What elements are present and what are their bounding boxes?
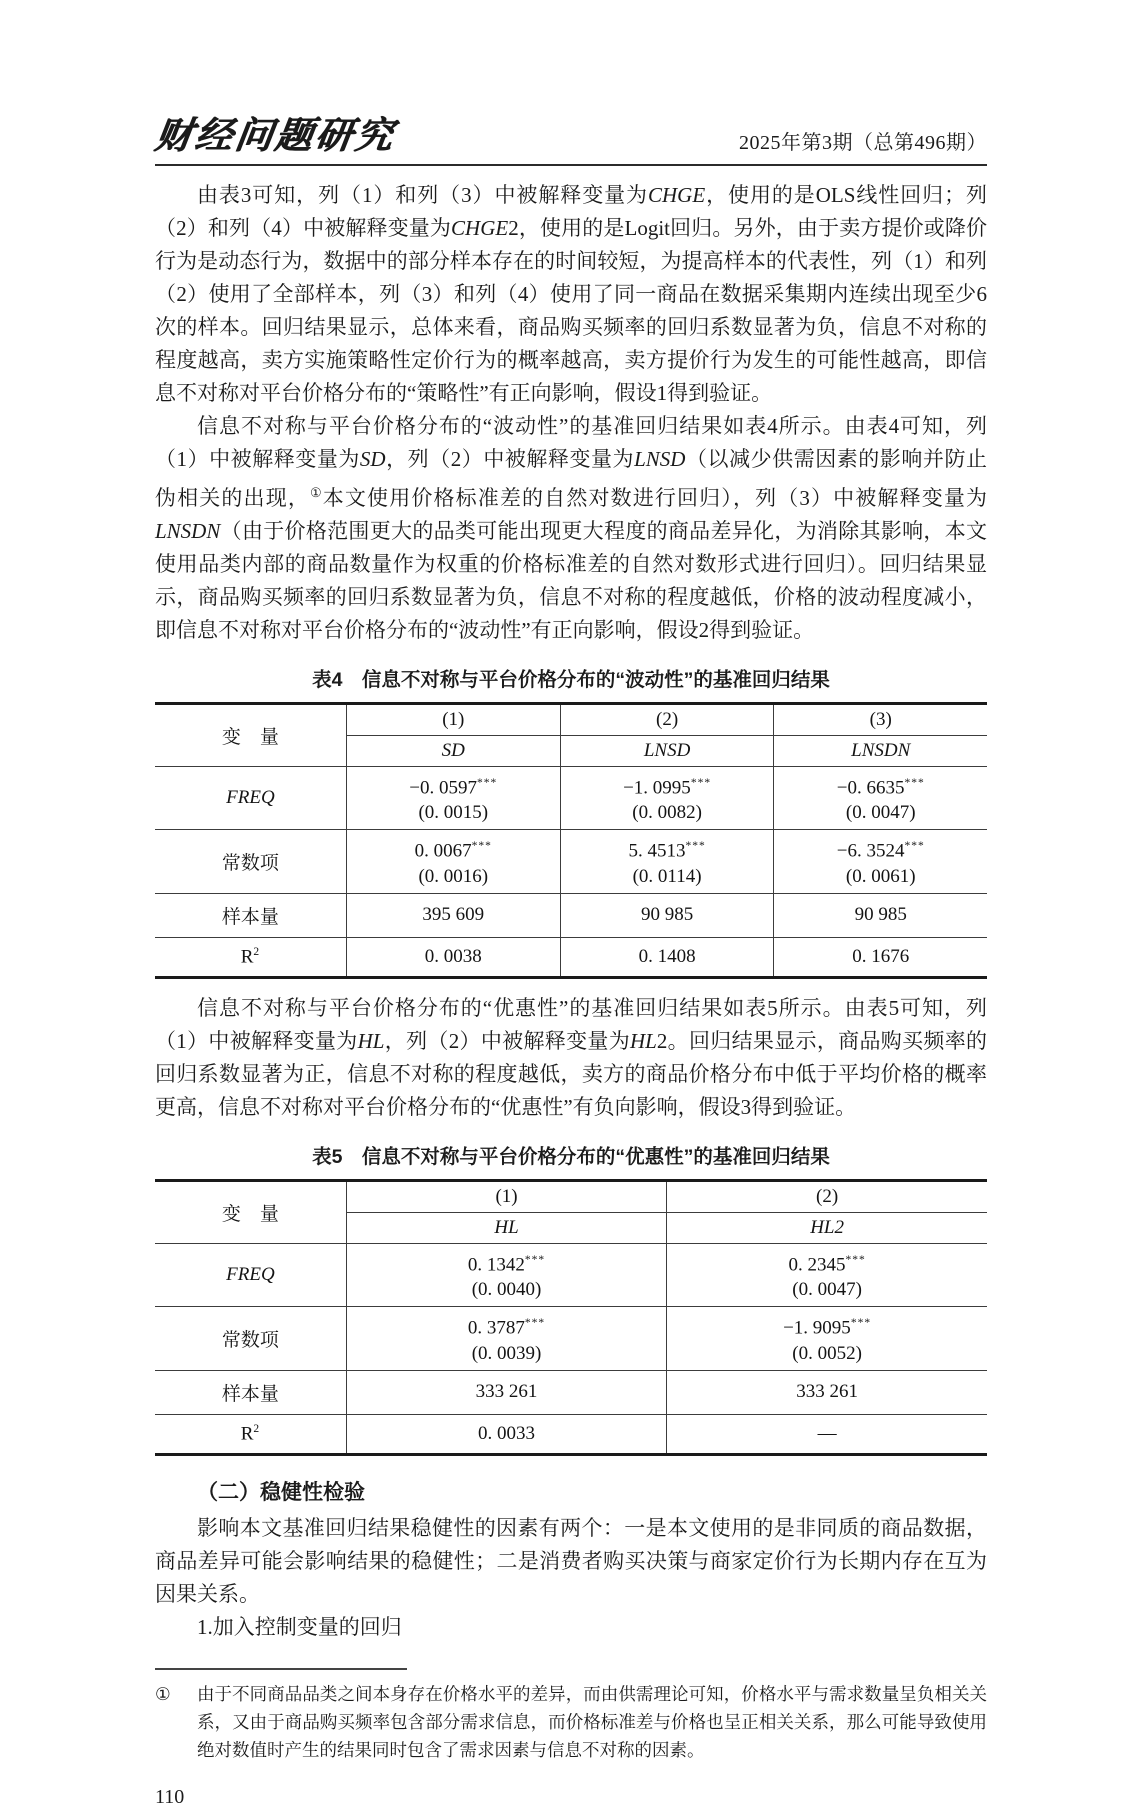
paragraph-3: 信息不对称与平台价格分布的“优惠性”的基准回归结果如表5所示。由表5可知，列（1）中被解释变量为HL，列（2）中被解释变量为HL2。回归结果显示，商品购买频率的回归系数显著为正，信息不对称的程度越低，卖方的商品价格分布中低于平均价格的概率更高，信息不对称对平台价格分布的“优惠性”有负向影响，假设3得到验证。 bbox=[155, 995, 988, 1119]
table5-cell: — bbox=[667, 1414, 987, 1454]
table4-row-r2 bbox=[155, 937, 987, 977]
table5-var-label: 变 量 bbox=[155, 1180, 346, 1243]
paragraph-robustness: 影响本文基准回归结果稳健性的因素有两个：一是本文使用的是非同质的商品数据，商品差异可能会影响结果的稳健性；二是消费者购买决策与商家定价行为长期内存在互为因果关系。 bbox=[155, 1515, 987, 1606]
table4-cell: 0. 1408 bbox=[560, 937, 774, 977]
table-5 bbox=[155, 1179, 987, 1456]
journal-logo: 财经问题研究 bbox=[152, 116, 398, 157]
table5-cell: −1. 9095*** (0. 0052) bbox=[667, 1307, 987, 1370]
table5-row-r2 bbox=[155, 1414, 987, 1454]
table4-row-samples bbox=[155, 893, 987, 937]
table4-cell: 90 985 bbox=[774, 893, 987, 937]
table4-cell: −0. 0597*** (0. 0015) bbox=[346, 767, 560, 830]
table5-row-label: 样本量 bbox=[155, 1370, 346, 1414]
table4-cell: 0. 0067*** (0. 0016) bbox=[346, 830, 560, 893]
table4-col-num: (1) bbox=[346, 704, 560, 736]
table4-cell: −6. 3524*** (0. 0061) bbox=[774, 830, 987, 893]
table5-caption: 表5 信息不对称与平台价格分布的“优惠性”的基准回归结果 bbox=[312, 1145, 830, 1168]
table4-dep-var: SD bbox=[346, 736, 560, 767]
table4-row-constant bbox=[155, 830, 987, 893]
paragraph-2: 信息不对称与平台价格分布的“波动性”的基准回归结果如表4所示。由表4可知，列（1）中被解释变量为SD，列（2）中被解释变量为LNSD（以减少供需因素的影响并防止伪相关的出现，①本文使用价格标准差的自然对数进行回归），列（3）中被解释变量为LNSDN（由于价格范围更大的品类可能出现更大程度的商品差异化，为消除其影响，本文使用品类内部的商品数量作为权重的价格标准差的自然对数形式进行回归）。回归结果显示，商品购买频率的回归系数显著为负，信息不对称的程度越低，价格的波动程度减小，即信息不对称对平台价格分布的“波动性”有正向影响，假设2得到验证。 bbox=[155, 414, 988, 642]
paragraph-1: 由表3可知，列（1）和列（3）中被解释变量为CHGE，使用的是OLS线性回归；列（2）和列（4）中被解释变量为CHGE2，使用的是Logit回归。另外，由于卖方提价或降价行为是动态行为，数据中的部分样本存在的时间较短，为提高样本的代表性，列（1）和列（2）使用了全部样本，列（3）和列（4）使用了同一商品在数据采集期内连续出现至少6次的样本。回归结果显示，总体来看，商品购买频率的回归系数显著为负，信息不对称的程度越高，卖方实施策略性定价行为的概率越高，卖方提价行为发生的可能性越高，即信息不对称对平台价格分布的“策略性”有正向影响，假设1得到验证。 bbox=[155, 183, 988, 405]
table5-col-num: (2) bbox=[667, 1180, 987, 1212]
journal-issue: 2025年第3期（总第496期） bbox=[739, 132, 987, 154]
footnote-block bbox=[155, 1668, 987, 1764]
table4-cell: −1. 0995*** (0. 0082) bbox=[560, 767, 774, 830]
table5-cell: 333 261 bbox=[667, 1370, 987, 1414]
table4-row-label: $R^2$ bbox=[155, 937, 346, 977]
table5-cell: 0. 3787*** (0. 0039) bbox=[346, 1307, 666, 1370]
table4-cell: −0. 6635*** (0. 0047) bbox=[774, 767, 987, 830]
table4-row-label: FREQ bbox=[155, 767, 346, 830]
page-number: 110 bbox=[155, 1785, 185, 1808]
table5-cell: 0. 2345*** (0. 0047) bbox=[667, 1243, 987, 1306]
table4-cell: 0. 1676 bbox=[774, 937, 987, 977]
table4-cell: 0. 0038 bbox=[346, 937, 560, 977]
table4-caption: 表4 信息不对称与平台价格分布的“波动性”的基准回归结果 bbox=[312, 669, 830, 691]
table4-cell: 90 985 bbox=[560, 893, 774, 937]
table4-cell: 5. 4513*** (0. 0114) bbox=[560, 830, 774, 893]
table4-header-row-1 bbox=[155, 704, 987, 736]
table5-row-constant bbox=[155, 1307, 987, 1370]
table4-dep-var: LNSDN bbox=[774, 736, 987, 767]
footnote-marker: ① bbox=[155, 1683, 171, 1704]
table5-header-row-1 bbox=[155, 1180, 987, 1212]
table5-row-label: $R^2$ bbox=[155, 1414, 346, 1454]
table5-col-num: (1) bbox=[346, 1180, 666, 1212]
table4-row-freq bbox=[155, 767, 987, 830]
table4-var-label: 变 量 bbox=[155, 704, 346, 767]
table4-row-label: 常数项 bbox=[155, 830, 346, 893]
table5-row-label: FREQ bbox=[155, 1243, 346, 1306]
paragraph-subitem: 1.加入控制变量的回归 bbox=[197, 1614, 402, 1639]
table4-col-num: (3) bbox=[774, 704, 987, 736]
table5-row-freq bbox=[155, 1243, 987, 1306]
table5-row-samples bbox=[155, 1370, 987, 1414]
table5-row-label: 常数项 bbox=[155, 1307, 346, 1370]
page-content bbox=[152, 116, 988, 1809]
page-header bbox=[152, 116, 987, 166]
table5-dep-var: HL2 bbox=[667, 1212, 987, 1243]
table4-col-num: (2) bbox=[560, 704, 774, 736]
table-4 bbox=[155, 702, 987, 979]
table5-dep-var: HL bbox=[346, 1212, 666, 1243]
table4-cell: 395 609 bbox=[346, 893, 560, 937]
section-heading: （二）稳健性检验 bbox=[197, 1480, 365, 1504]
table5-cell: 333 261 bbox=[346, 1370, 666, 1414]
table4-row-label: 样本量 bbox=[155, 893, 346, 937]
table4-dep-var: LNSD bbox=[560, 736, 774, 767]
footnote-text: 由于不同商品品类之间本身存在价格水平的差异，而由供需理论可知，价格水平与需求数量呈负相关关系，又由于商品购买频率包含部分需求信息，而价格标准差与价格也呈正相关关系，那么可能导致使用绝对数值时产生的结果同时包含了需求因素与信息不对称的因素。 bbox=[197, 1683, 987, 1760]
table5-cell: 0. 0033 bbox=[346, 1414, 666, 1454]
footnote-divider bbox=[155, 1668, 407, 1670]
table5-cell: 0. 1342*** (0. 0040) bbox=[346, 1243, 666, 1306]
